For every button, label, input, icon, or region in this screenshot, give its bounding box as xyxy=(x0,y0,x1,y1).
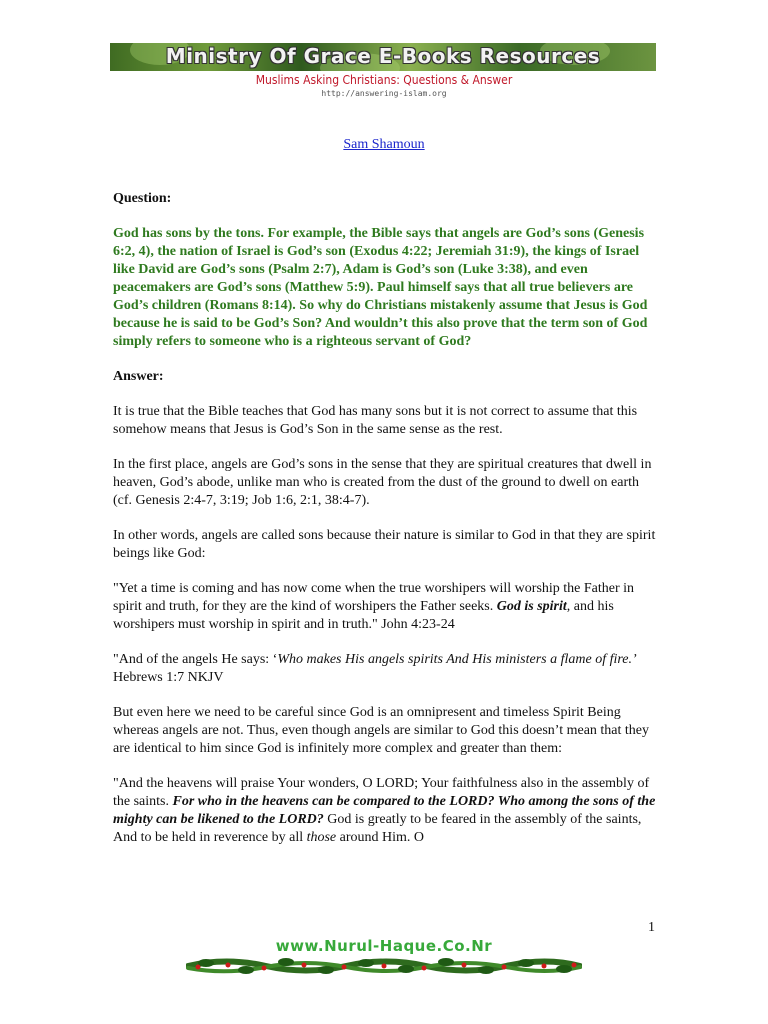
header-url: http://answering-islam.org xyxy=(321,89,447,98)
footer-url[interactable]: www.Nurul-Haque.Co.Nr xyxy=(275,937,493,955)
header-subtitle: Muslims Asking Christians: Questions & Answer xyxy=(255,73,513,87)
answer-paragraph: In the first place, angels are God’s sons in the sense that they are spiritual creatures that dwell in heaven, God’s abode, unlike man who is created from the dust of the ground to dwell on earth (cf. Genesis 2:4-7, 3:19; Job 1:6, 2:1, 38:4-7). xyxy=(113,457,652,508)
scripture-quote-hebrews xyxy=(113,651,658,687)
quote-emphasis: For who in the heavens can be compared to the LORD? Who among the sons of the mighty can be likened to the LORD? xyxy=(113,794,656,827)
quote-text: , and his worshipers must worship in spirit and in truth." John 4:23-24 xyxy=(113,599,614,632)
page-number: 1 xyxy=(648,920,655,935)
question-label: Question: xyxy=(113,191,172,206)
quote-text: "And of the angels He says: ‘ xyxy=(113,652,278,667)
answer-paragraph: In other words, angels are called sons because their nature is similar to God in that they are spirit beings like God: xyxy=(113,528,656,561)
quote-text: "Yet a time is coming and has now come when the true worshipers will worship the Father in spirit and truth, for they are the kind of worshipers the Father seeks. xyxy=(113,581,635,614)
quote-emphasis: God is spirit xyxy=(496,599,567,614)
quote-italic: Who makes His angels spirits And His ministers a flame of fire.’ xyxy=(277,652,637,667)
answer-paragraph: It is true that the Bible teaches that God has many sons but it is not correct to assume that this somehow means that Jesus is God’s Son in the same sense as the rest. xyxy=(113,404,638,437)
author-link[interactable]: Sam Shamoun xyxy=(343,137,425,152)
header-banner xyxy=(110,43,656,71)
scripture-quote-psalm xyxy=(113,775,658,847)
scripture-quote-john xyxy=(113,580,658,634)
answer-paragraph: But even here we need to be careful since God is an omnipresent and timeless Spirit Being whereas angels are not. Thus, even though angels are similar to God this doesn’t mean that they are identical to him since God is infinitely more complex and greater than them: xyxy=(113,705,650,756)
banner-title: Ministry Of Grace E-Books Resources xyxy=(165,44,601,68)
quote-text: around Him. O xyxy=(336,830,425,845)
answer-label: Answer: xyxy=(113,369,164,384)
quote-text: God is greatly to be feared in the assembly of the saints, And to be held in reverence by all xyxy=(113,812,642,845)
document-body xyxy=(113,190,658,864)
quote-text: Hebrews 1:7 NKJV xyxy=(113,670,224,685)
holly-garland-decoration xyxy=(186,955,582,977)
question-text: God has sons by the tons. For example, the Bible says that angels are God’s sons (Genesis 6:2, 4), the nation of Israel is God’s son (Exodus 4:22; Jeremiah 31:9), the kings of Israel like David are God’s sons (Psalm 2:7), Adam is God’s son (Luke 3:38), and even peacemakers are God’s sons (Matthew 5:9). Paul himself says that all true believers are God’s children (Romans 8:14). So why do Christians mistakenly assume that Jesus is God because he is said to be God’s Son? And wouldn’t this also prove that the term son of God simply refers to someone who is a righteous servant of God? xyxy=(113,226,648,349)
quote-italic: those xyxy=(306,830,337,845)
quote-text: "And the heavens will praise Your wonders, O LORD; Your faithfulness also in the assembly of the saints. xyxy=(113,776,650,809)
